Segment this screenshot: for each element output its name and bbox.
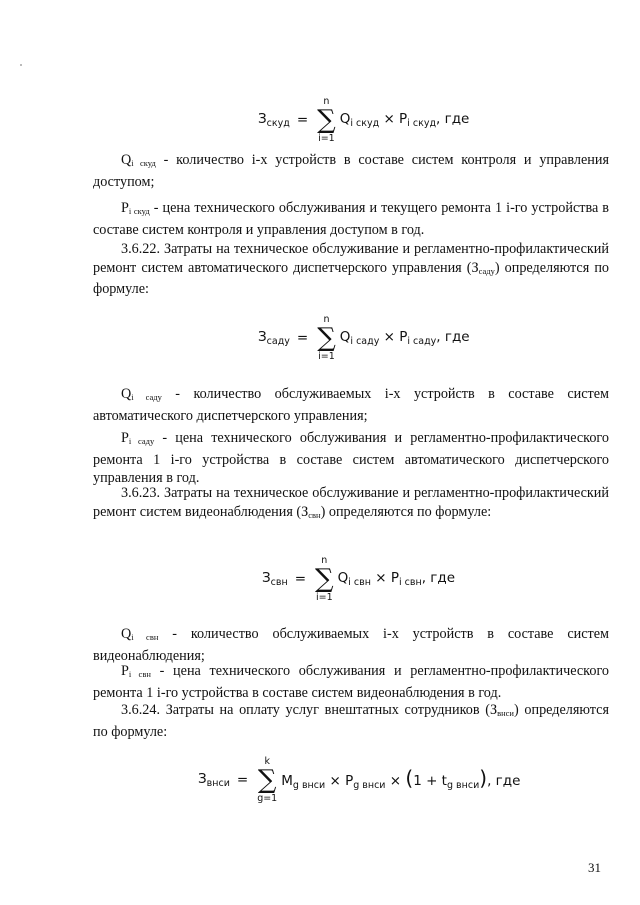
formula-skud: $З_{скуд}$ = n ∑ i=1 $Q_{i скуд} \times P_{i скуд}$, где <box>258 96 470 144</box>
formula-lhs: $З_{внси}$ <box>198 771 230 789</box>
formula-vnsi: $З_{внси}$ = k ∑ g=1 $M_{g внси} \times P_{g внси} \times (1 + t_{g внси})$, где <box>198 756 521 804</box>
section-3-6-22: 3.6.22. Затраты на техническое обслуживание и регламентно-профилактический ремонт систем автоматического диспетчерского управления $(З_{саду})$ определяются по формуле: <box>93 241 610 298</box>
formula-sadu: $З_{саду}$ = n ∑ i=1 $Q_{i саду} \times P_{i саду}$, где <box>258 314 470 362</box>
page-number: 31 <box>588 860 601 875</box>
formula-lhs: $З_{саду}$ <box>258 329 290 347</box>
formula-lhs: $З_{свн}$ <box>262 570 288 588</box>
section-3-6-24: 3.6.24. Затраты на оплату услуг внештатных сотрудников $(З_{внси})$ определяются по формуле: <box>93 702 609 740</box>
sum-symbol: k ∑ g=1 <box>257 756 278 804</box>
paragraph-q-svn: $Q_{i свн}$ - количество обслуживаемых i-х устройств в составе систем видеонаблюдения; <box>93 626 610 664</box>
sum-symbol: n ∑ i=1 <box>315 555 334 603</box>
formula-rhs: $M_{g внси} \times P_{g внси} \times (1 + t_{g внси})$, где <box>281 765 521 791</box>
sum-symbol: n ∑ i=1 <box>317 96 336 144</box>
paragraph-q-skud: $Q_{i скуд}$ - количество i-х устройств в составе систем контроля и управления доступом; <box>93 152 609 190</box>
scan-speck <box>20 64 22 66</box>
formula-rhs: $Q_{i скуд} \times P_{i скуд}$, где <box>339 111 470 129</box>
formula-svn: $З_{свн}$ = n ∑ i=1 $Q_{i свн} \times P_{i свн}$, где <box>262 555 456 603</box>
paragraph-p-skud: $P_{i скуд}$ - цена технического обслуживания и текущего ремонта 1 i-го устройства в составе систем контроля и управления доступом в год. <box>93 200 609 238</box>
formula-lhs: $З_{скуд}$ <box>258 111 290 129</box>
paragraph-p-sadu: $P_{i саду}$ - цена технического обслуживания и регламентно-профилактического ремонта 1 i-го устройства в составе систем автоматического диспетчерского управления в год. <box>93 430 609 487</box>
formula-rhs: $Q_{i свн} \times P_{i свн}$, где <box>337 570 456 588</box>
paragraph-p-svn: $P_{i свн}$ - цена технического обслуживания и регламентно-профилактического ремонта 1 i-го устройства в составе систем видеонаблюдения в год. <box>93 663 609 701</box>
formula-rhs: $Q_{i саду} \times P_{i саду}$, где <box>339 329 470 347</box>
sum-symbol: n ∑ i=1 <box>317 314 336 362</box>
paragraph-q-sadu: $Q_{i саду}$ - количество обслуживаемых i-х устройств в составе систем автоматического диспетчерского управления; <box>93 386 609 424</box>
section-3-6-23: 3.6.23. Затраты на техническое обслуживание и регламентно-профилактический ремонт систем видеонаблюдения $(З_{свн})$ определяются по формуле: <box>93 485 609 520</box>
